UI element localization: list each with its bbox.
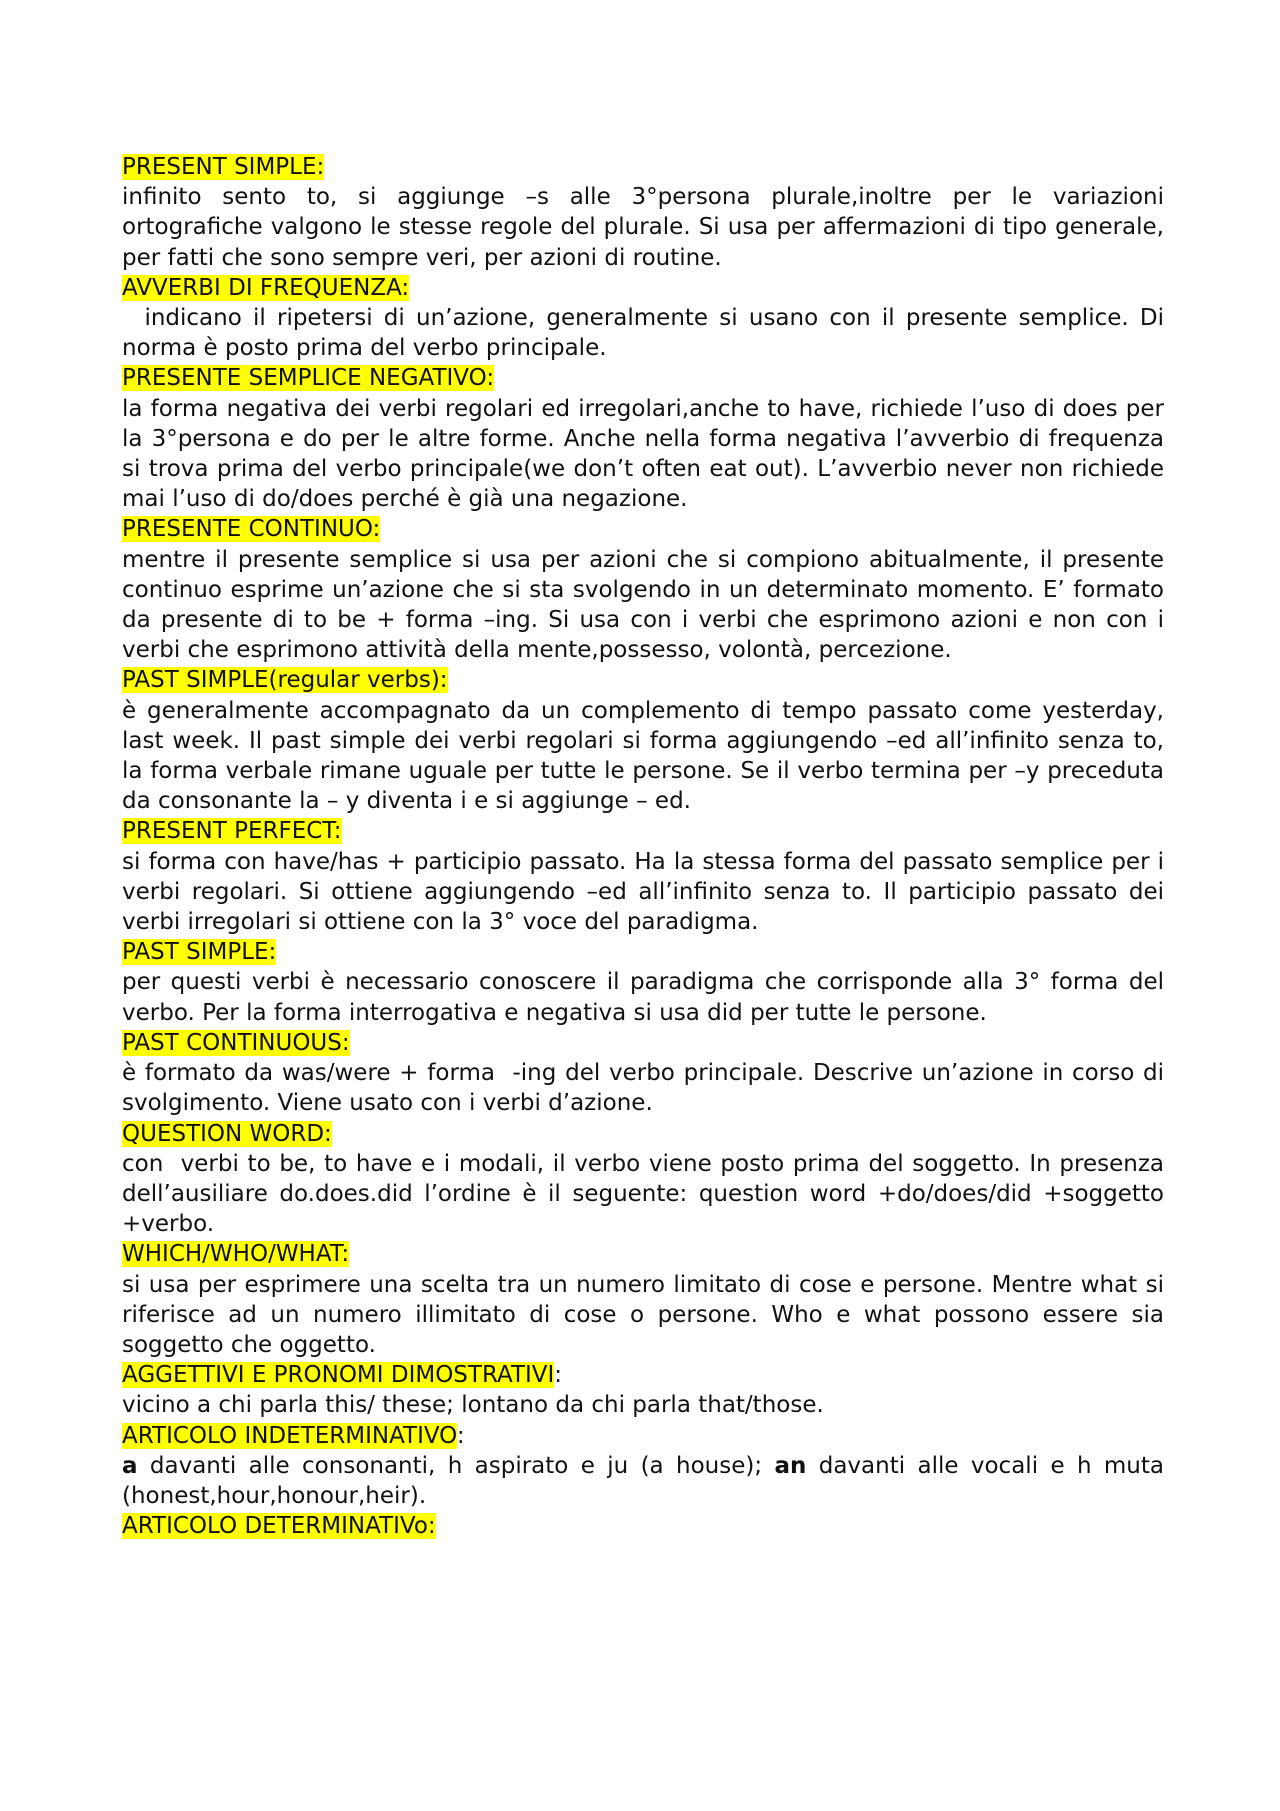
bold-term-a: a [122, 1452, 138, 1479]
section-past-simple-regular [122, 665, 1164, 816]
section-past-continuous [122, 1028, 1172, 1119]
bold-term-an: an [774, 1452, 807, 1479]
section-articolo-determinativo [122, 1511, 1164, 1541]
section-aggettivi-pronomi-dimostrativi [122, 1360, 1164, 1420]
section-heading: AGGETTIVI E PRONOMI DIMOSTRATIVI [122, 1362, 555, 1389]
section-heading: PRESENT PERFECT: [122, 818, 342, 845]
section-heading: PAST SIMPLE(regular verbs): [122, 667, 448, 694]
section-present-simple [122, 152, 1164, 273]
section-body: si forma con have/has + participio passato. Ha la stessa forma del passato semplice per i verbi regolari. Si ottiene aggiungendo –ed all’infinito senza to. Il participio passato dei verbi irregolari si ottiene con la 3° voce del paradigma. [122, 848, 1164, 936]
body-text: davanti alle consonanti, h aspirato e ju (a house); [137, 1452, 775, 1479]
document-page [122, 152, 1172, 1541]
section-body [122, 1451, 1164, 1511]
section-heading: ARTICOLO INDETERMINATIVO [122, 1422, 457, 1449]
section-avverbi-di-frequenza [122, 273, 1172, 364]
heading-colon: : [554, 1362, 563, 1389]
section-presente-continuo [122, 514, 1164, 665]
body-text: davanti alle vocali e h muta (honest,hour,honour,heir). [122, 1452, 1164, 1509]
section-heading: AVVERBI DI FREQUENZA: [122, 274, 410, 301]
section-heading: ARTICOLO DETERMINATIVo: [122, 1513, 436, 1540]
section-heading: PAST SIMPLE: [122, 939, 277, 966]
heading-colon: : [456, 1422, 465, 1449]
section-heading: QUESTION WORD: [122, 1120, 332, 1147]
section-present-perfect [122, 816, 1164, 937]
section-question-word [122, 1119, 1172, 1240]
section-body: si usa per esprimere una scelta tra un numero limitato di cose e persone. Mentre what si riferisce ad un numero illimitato di cose o persone. Who e what possono essere sia soggetto che oggetto. [122, 1271, 1164, 1358]
section-past-simple [122, 937, 1164, 1028]
section-body: indicano il ripetersi di un’azione, generalmente si usano con il presente semplice. Di norma è posto prima del verbo principale. [122, 305, 1172, 362]
section-heading: WHICH/WHO/WHAT: [122, 1241, 350, 1268]
section-heading: PAST CONTINUOUS: [122, 1029, 350, 1056]
section-body: mentre il presente semplice si usa per azioni che si compiono abitualmente, il presente continuo esprime un’azione che si sta svolgendo in un determinato momento. E’ formato da presente di to be + forma –ing. Si usa con i verbi che esprimono azioni e non con i verbi che esprimono attività della mente,possesso, volontà, percezione. [122, 546, 1164, 664]
section-which-who-what [122, 1239, 1164, 1360]
section-articolo-indeterminativo [122, 1421, 1164, 1512]
section-body: la forma negativa dei verbi regolari ed irregolari,anche to have, richiede l’uso di does per la 3°persona e do per le altre forme. Anche nella forma negativa l’avverbio di frequenza si trova prima del verbo principale(we don’t often eat out). L’avverbio never non richiede mai l’uso di do/does perché è già una negazione. [122, 395, 1164, 513]
section-body: è generalmente accompagnato da un complemento di tempo passato come yesterday, last week. Il past simple dei verbi regolari si forma aggiungendo –ed all’infinito senza to, la forma verbale rimane uguale per tutte le persone. Se il verbo termina per –y preceduta da consonante la – y diventa i e si aggiunge – ed. [122, 697, 1164, 815]
section-heading: PRESENTE SEMPLICE NEGATIVO: [122, 365, 495, 392]
section-heading: PRESENT SIMPLE: [122, 154, 325, 180]
section-body: è formato da was/were + forma -ing del verbo principale. Descrive un’azione in corso di svolgimento. Viene usato con i verbi d’azione. [122, 1060, 1172, 1117]
section-heading: PRESENTE CONTINUO: [122, 516, 381, 543]
section-body: vicino a chi parla this/ these; lontano da chi parla that/those. [122, 1392, 824, 1419]
section-body: per questi verbi è necessario conoscere il paradigma che corrisponde alla 3° forma del verbo. Per la forma interrogativa e negativa si usa did per tutte le persone. [122, 969, 1164, 1026]
section-body: infinito sento to, si aggiunge –s alle 3°persona plurale,inoltre per le variazioni ortografiche valgono le stesse regole del plurale. Si usa per affermazioni di tipo generale, per fatti che sono sempre veri, per azioni di routine. [122, 184, 1164, 271]
section-body: con verbi to be, to have e i modali, il verbo viene posto prima del soggetto. In presenza dell’ausiliare do.does.did l’ordine è il seguente: question word +do/does/did +soggetto +verbo. [122, 1150, 1172, 1238]
section-presente-semplice-negativo [122, 363, 1164, 514]
